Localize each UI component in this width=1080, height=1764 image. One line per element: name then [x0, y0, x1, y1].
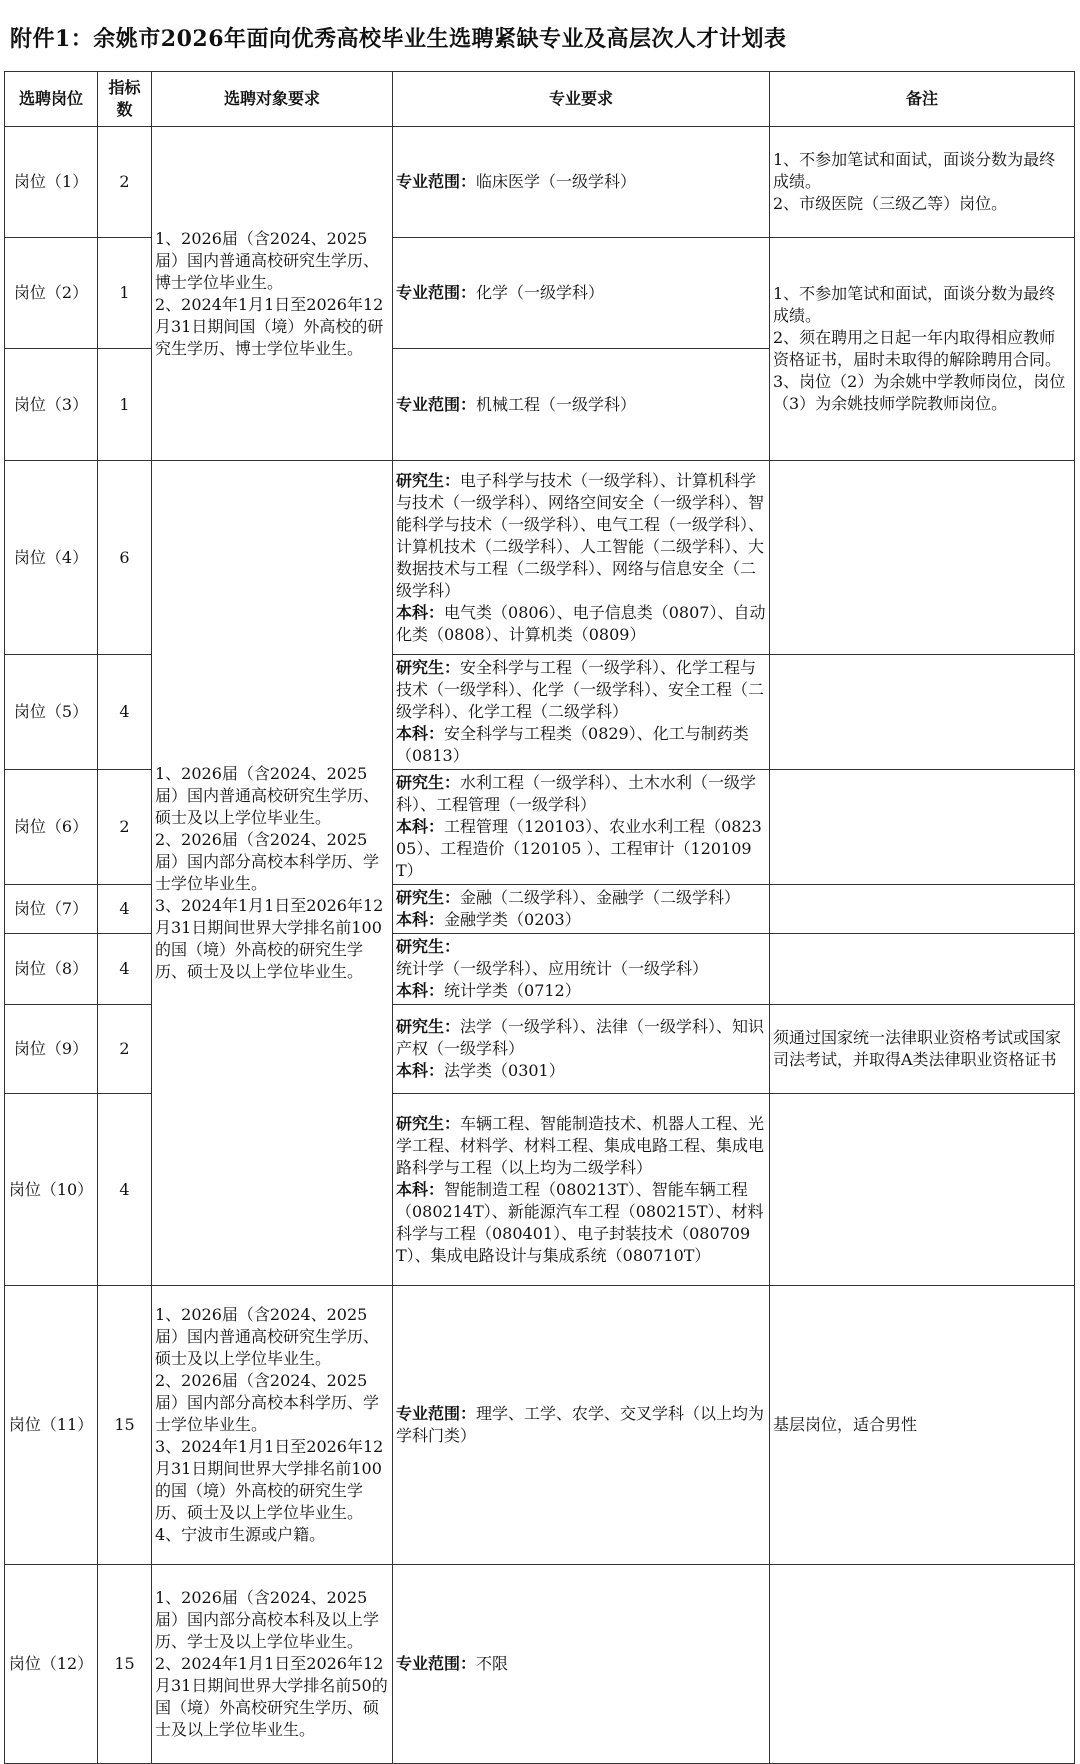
undergrad-label: 本科：: [396, 602, 445, 622]
text-line: 2、2024年1月1日至2026年12月31日期间国（境）外高校的研究生学历、博士学位毕业生。: [155, 294, 384, 358]
undergrad-majors: 电气类（0806）、电子信息类（0807）、自动化类（0808）、计算机类（0809）: [396, 602, 766, 644]
count-cell: 6: [98, 461, 152, 655]
major-cell: [393, 1286, 770, 1565]
undergrad-majors: 法学类（0301）: [444, 1061, 565, 1080]
text-line: 1、不参加笔试和面试，面谈分数为最终成绩。: [773, 150, 1056, 191]
remarks-cell: [770, 1005, 1075, 1094]
post-cell: 岗位（12）: [5, 1565, 98, 1764]
count-cell: 4: [98, 1094, 152, 1286]
requirements-cell: [152, 127, 393, 461]
remarks-cell: [770, 770, 1075, 885]
undergrad-label: 本科：: [396, 1061, 445, 1080]
major-cell: [393, 238, 770, 349]
requirements-text: [155, 228, 389, 360]
text-line: 2、2026届（含2024、2025届）国内部分高校本科学历、学士学位毕业生。: [155, 830, 380, 893]
grad-majors: 法学（一级学科）、法律（一级学科）、知识产权（一级学科）: [396, 1017, 765, 1058]
grad-majors: 车辆工程、智能制造技术、机器人工程、光学工程、材料学、材料工程、集成电路工程、集成电路科学与工程（以上均为二级学科）: [396, 1113, 765, 1177]
post-cell: 岗位（1）: [5, 127, 98, 238]
count-cell: 15: [98, 1565, 152, 1764]
text-line: 2、须在聘用之日起一年内取得相应教师资格证书，届时未取得的解除聘用合同。: [773, 328, 1062, 369]
grad-majors: 水利工程（一级学科）、土木水利（一级学科）、工程管理（一级学科）: [396, 773, 757, 814]
scope-text: 理学、工学、农学、交叉学科（以上均为学科门类）: [396, 1404, 765, 1445]
grad-label: 研究生：: [396, 1017, 461, 1036]
remarks-cell: [770, 1565, 1075, 1764]
major-cell: [393, 127, 770, 238]
scope-text: 临床医学（一级学科）: [476, 172, 637, 191]
table-header-row: [5, 72, 1075, 127]
remarks-cell: [770, 1094, 1075, 1286]
remarks-cell: [770, 1286, 1075, 1565]
major-cell: [393, 934, 770, 1005]
undergrad-majors: 工程管理（120103）、农业水利工程（082305）、工程造价（120105 ）、工程审计（120109T）: [396, 817, 762, 880]
table-row: [5, 127, 1075, 238]
remarks-cell: [770, 127, 1075, 238]
count-cell: 1: [98, 349, 152, 461]
major-cell: [393, 461, 770, 655]
page-title: 附件1：余姚市2026年面向优秀高校毕业生选聘紧缺专业及高层次人才计划表: [10, 26, 787, 52]
post-cell: 岗位（3）: [5, 349, 98, 461]
text-line: 1、不参加笔试和面试，面谈分数为最终成绩。: [773, 284, 1056, 325]
scope-label: 专业范围：: [396, 394, 477, 414]
undergrad-label: 本科：: [396, 981, 445, 1000]
requirements-cell: [152, 1565, 393, 1764]
undergrad-majors: 安全科学与工程类（0829）、化工与制药类（0813）: [396, 724, 749, 765]
scope-label: 专业范围：: [396, 1404, 477, 1423]
undergrad-majors: 统计学类（0712）: [444, 981, 581, 1000]
text-line: 4、宁波市生源或户籍。: [155, 1525, 326, 1544]
post-cell: 岗位（8）: [5, 934, 98, 1005]
remarks-cell: [770, 885, 1075, 934]
header-major: 专业要求: [393, 72, 770, 127]
count-cell: 4: [98, 655, 152, 770]
requirements-text: [155, 763, 389, 983]
text-line: 1、2026届（含2024、2025届）国内普通高校研究生学历、博士学位毕业生。: [155, 228, 380, 292]
header-count: 指标数: [98, 72, 152, 127]
remarks-cell: [770, 934, 1075, 1005]
major-cell: [393, 655, 770, 770]
text-line: 3、岗位（2）为余姚中学教师岗位，岗位（3）为余姚技师学院教师岗位。: [773, 372, 1066, 413]
post-cell: 岗位（2）: [5, 238, 98, 349]
remarks-cell: [770, 461, 1075, 655]
undergrad-majors: 智能制造工程（080213T）、智能车辆工程（080214T）、新能源汽车工程（080215T）、材料科学与工程（080401）、电子封装技术（080709T）、集成电路设计与集成系统（080710T）: [396, 1179, 764, 1265]
remarks-text: [773, 283, 1071, 415]
grad-label: 研究生：: [396, 470, 461, 490]
post-cell: 岗位（4）: [5, 461, 98, 655]
text-line: 3、2024年1月1日至2026年12月31日期间世界大学排名前100的国（境）外高校的研究生学历、硕士及以上学位毕业生。: [155, 896, 384, 981]
scope-text: 机械工程（一级学科）: [476, 394, 637, 414]
text-line: 1、2026届（含2024、2025届）国内普通高校研究生学历、硕士及以上学位毕业生。: [155, 1305, 380, 1368]
major-cell: [393, 349, 770, 461]
grad-label: 研究生：: [396, 888, 461, 907]
major-cell: [393, 1005, 770, 1094]
table-row: [5, 461, 1075, 655]
count-cell: 1: [98, 238, 152, 349]
grad-majors: 统计学（一级学科）、应用统计（一级学科）: [396, 959, 709, 978]
recruitment-plan-table: [4, 71, 1075, 1764]
requirements-cell: [152, 461, 393, 1286]
undergrad-label: 本科：: [396, 724, 445, 743]
scope-label: 专业范围：: [396, 172, 477, 191]
undergrad-label: 本科：: [396, 1179, 445, 1199]
scope-label: 专业范围：: [396, 1654, 477, 1673]
scope-label: 专业范围：: [396, 283, 477, 302]
header-remarks: 备注: [770, 72, 1075, 127]
post-cell: 岗位（11）: [5, 1286, 98, 1565]
count-cell: 4: [98, 934, 152, 1005]
table-row: [5, 1565, 1075, 1764]
text-line: 2、2026届（含2024、2025届）国内部分高校本科学历、学士学位毕业生。: [155, 1371, 380, 1434]
grad-label: 研究生：: [396, 773, 461, 792]
undergrad-label: 本科：: [396, 910, 445, 929]
text-line: 3、2024年1月1日至2026年12月31日期间世界大学排名前100的国（境）外高校的研究生学历、硕士及以上学位毕业生。: [155, 1437, 384, 1522]
undergrad-label: 本科：: [396, 817, 445, 836]
grad-majors: 安全科学与工程（一级学科）、化学工程与技术（一级学科）、化学（一级学科）、安全工程（二级学科）、化学工程（二级学科）: [396, 658, 765, 721]
undergrad-majors: 金融学类（0203）: [444, 910, 581, 929]
requirements-cell: [152, 1286, 393, 1565]
remarks-cell: [770, 238, 1075, 461]
table-row: [5, 1286, 1075, 1565]
grad-majors: 电子科学与技术（一级学科）、计算机科学与技术（一级学科）、网络空间安全（一级学科）、智能科学与技术（一级学科）、电气工程（一级学科）、计算机技术（二级学科）、人工智能（二级学科）、大数据技术与工程（二级学科）、网络与信息安全（二级学科）: [396, 470, 765, 600]
post-cell: 岗位（7）: [5, 885, 98, 934]
text-line: 2、市级医院（三级乙等）岗位。: [773, 194, 1008, 213]
text-line: 1、2026届（含2024、2025届）国内部分高校本科及以上学历、学士及以上学位毕业生。: [155, 1588, 380, 1651]
count-cell: 2: [98, 127, 152, 238]
grad-label: 研究生：: [396, 658, 461, 677]
requirements-text: [155, 1587, 389, 1741]
major-cell: [393, 1565, 770, 1764]
grad-label: 研究生：: [396, 937, 461, 956]
major-cell: [393, 770, 770, 885]
post-cell: 岗位（10）: [5, 1094, 98, 1286]
header-requirements: 选聘对象要求: [152, 72, 393, 127]
post-cell: 岗位（6）: [5, 770, 98, 885]
major-cell: [393, 1094, 770, 1286]
major-cell: [393, 885, 770, 934]
requirements-text: [155, 1304, 389, 1546]
count-cell: 4: [98, 885, 152, 934]
count-cell: 2: [98, 770, 152, 885]
remarks-text: 基层岗位，适合男性: [773, 1415, 918, 1434]
count-cell: 2: [98, 1005, 152, 1094]
remarks-text: [773, 149, 1071, 215]
header-post: 选聘岗位: [5, 72, 98, 127]
post-cell: 岗位（5）: [5, 655, 98, 770]
text-line: 1、2026届（含2024、2025届）国内普通高校研究生学历、硕士及以上学位毕业生。: [155, 764, 380, 827]
grad-label: 研究生：: [396, 1113, 461, 1133]
grad-majors: 金融（二级学科）、金融学（二级学科）: [460, 888, 741, 907]
text-line: 2、2024年1月1日至2026年12月31日期间世界大学排名前50的国（境）外高校研究生学历、硕士及以上学位毕业生。: [155, 1654, 388, 1739]
count-cell: 15: [98, 1286, 152, 1565]
scope-text: 不限: [476, 1654, 509, 1673]
scope-text: 化学（一级学科）: [476, 283, 605, 302]
remarks-cell: [770, 655, 1075, 770]
remarks-text: 须通过国家统一法律职业资格考试或国家司法考试，并取得A类法律职业资格证书: [773, 1028, 1062, 1069]
post-cell: 岗位（9）: [5, 1005, 98, 1094]
